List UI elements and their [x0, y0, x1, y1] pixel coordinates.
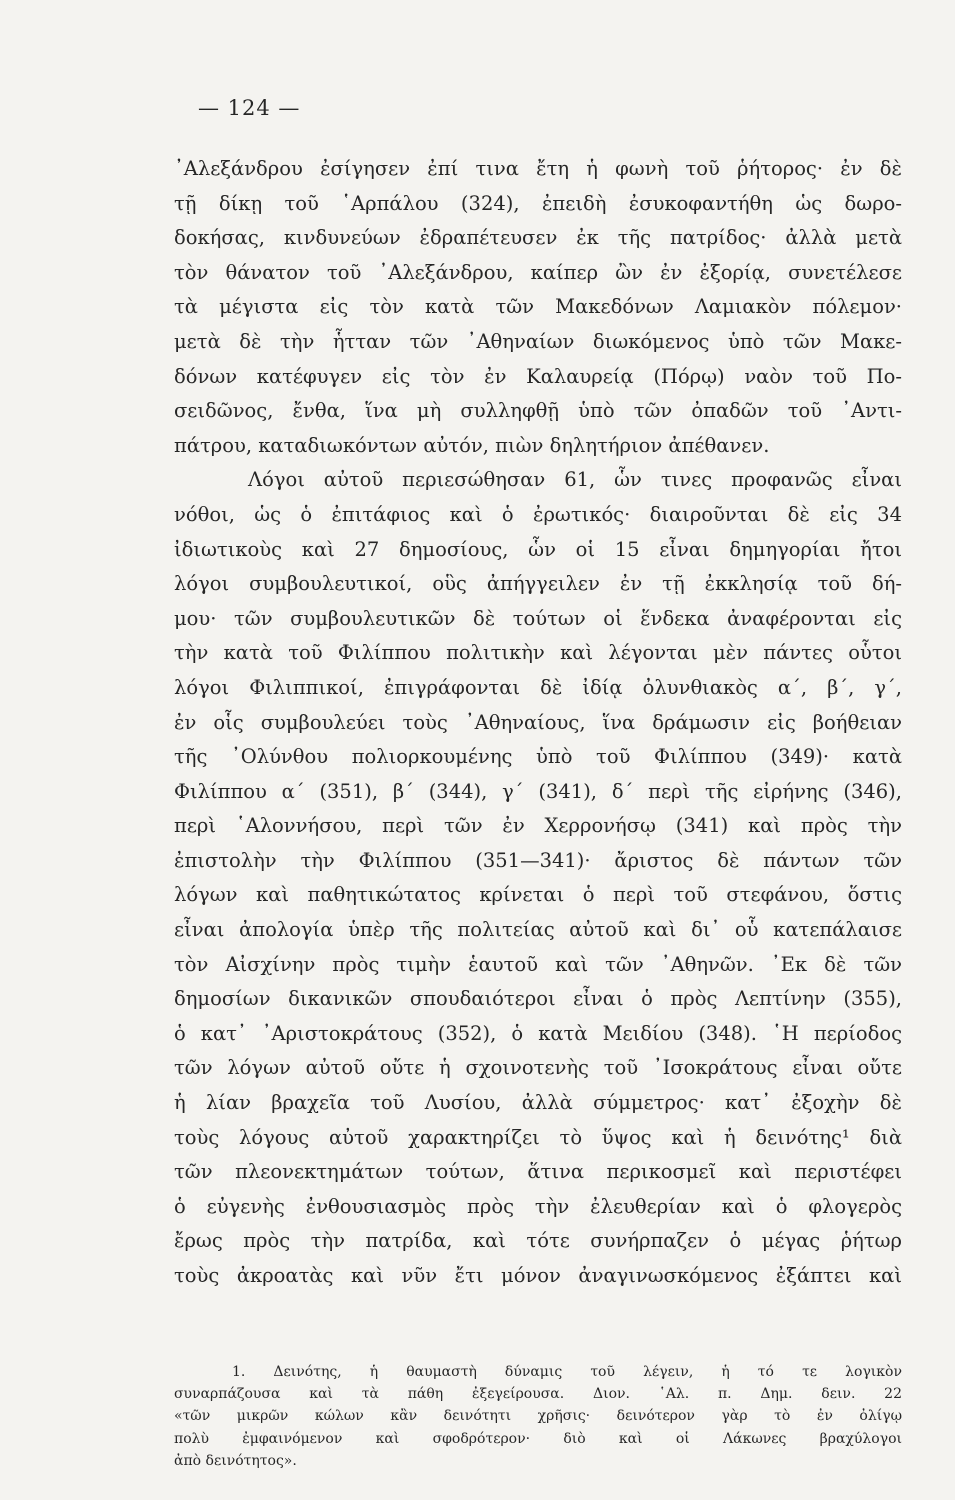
- text-line: τοὺς ἀκροατὰς καὶ νῦν ἔτι μόνον ἀναγινωσκόμενος ἐξάπτει καὶ: [174, 1264, 902, 1287]
- footnote-line: συναρπάζουσα καὶ τὰ πάθη ἐξεγείρουσα. Διον. ῾Αλ. π. Δημ. δειν. 22: [174, 1386, 902, 1403]
- footnotes: [174, 1361, 902, 1472]
- body-text: [174, 152, 902, 1294]
- text-line: τῶν πλεονεκτημάτων τούτων, ἅτινα περικοσμεῖ καὶ περιστέφει: [174, 1160, 902, 1184]
- text-line: ἔρως πρὸς τὴν πατρίδα, καὶ τότε συνήρπαζεν ὁ μέγας ῥήτωρ: [174, 1229, 902, 1253]
- text-line: ὁ κατ᾿ ᾿Αριστοκράτους (352), ὁ κατὰ Μειδίου (348). ῾Η περίοδος: [174, 1021, 902, 1045]
- text-line: ᾿Αλεξάνδρου ἐσίγησεν ἐπί τινα ἔτη ἡ φωνὴ τοῦ ῥήτορος· ἐν δὲ: [174, 157, 902, 180]
- text-line: τὸν Αἰσχίνην πρὸς τιμὴν ἑαυτοῦ καὶ τῶν ᾿Αθηνῶν. ᾿Εκ δὲ τῶν: [174, 952, 902, 976]
- text-line: ἰδιωτικοὺς καὶ 27 δημοσίους, ὧν οἱ 15 εἶναι δημηγορίαι ἤτοι: [174, 537, 902, 561]
- text-line: τὸν θάνατον τοῦ ᾿Αλεξάνδρου, καίπερ ὢν ἐν ἐξορίᾳ, συνετέλεσε: [174, 260, 902, 284]
- text-line: ἐπιστολὴν τὴν Φιλίππου (351—341)· ἄριστος δὲ πάντων τῶν: [174, 848, 902, 872]
- text-line: δημοσίων δικανικῶν σπουδαιότεροι εἶναι ὁ πρὸς Λεπτίνην (355),: [174, 987, 902, 1011]
- text-line: λόγων καὶ παθητικώτατος κρίνεται ὁ περὶ τοῦ στεφάνου, ὅστις: [174, 883, 902, 907]
- text-line: μετὰ δὲ τὴν ἧτταν τῶν ᾿Αθηναίων διωκόμενος ὑπὸ τῶν Μακε-: [174, 329, 902, 353]
- text-line: λόγοι Φιλιππικοί, ἐπιγράφονται δὲ ἰδίᾳ ὀλυνθιακὸς α΄, β΄, γ΄,: [174, 675, 902, 699]
- text-line: λόγοι συμβουλευτικοί, οὓς ἀπήγγειλεν ἐν τῇ ἐκκλησίᾳ τοῦ δή-: [174, 572, 902, 596]
- text-line: τῆς ᾿Ολύνθου πολιορκουμένης ὑπὸ τοῦ Φιλίππου (349)· κατὰ: [174, 745, 902, 769]
- text-line: δοκήσας, κινδυνεύων ἐδραπέτευσεν ἐκ τῆς πατρίδος· ἀλλὰ μετὰ: [174, 226, 902, 250]
- text-line: πάτρου, καταδιωκόντων αὐτόν, πιὼν δηλητήριον ἀπέθανεν.: [174, 433, 770, 457]
- text-line: τὰ μέγιστα εἰς τὸν κατὰ τῶν Μακεδόνων Λαμιακὸν πόλεμον·: [174, 295, 902, 319]
- page-number: — 124 —: [198, 96, 301, 120]
- text-line: Λόγοι αὐτοῦ περιεσώθησαν 61, ὧν τινες προφανῶς εἶναι: [248, 468, 902, 492]
- text-line: σειδῶνος, ἔνθα, ἵνα μὴ συλληφθῇ ὑπὸ τῶν ὀπαδῶν τοῦ ᾿Αντι-: [174, 399, 902, 423]
- text-line: περὶ ῾Αλοννήσου, περὶ τῶν ἐν Χερρονήσῳ (341) καὶ πρὸς τὴν: [174, 814, 902, 838]
- text-line: ὁ εὐγενὴς ἐνθουσιασμὸς πρὸς τὴν ἐλευθερίαν καὶ ὁ φλογερὸς: [174, 1194, 902, 1218]
- footnote-line: «τῶν μικρῶν κώλων κἂν δεινότητι χρῆσις· δεινότερον γὰρ τὸ ἐν ὀλίγῳ: [174, 1408, 902, 1425]
- footnote-line: ἀπὸ δεινότητος».: [174, 1452, 297, 1469]
- text-line: ἐν οἷς συμβουλεύει τοὺς ᾿Αθηναίους, ἵνα δράμωσιν εἰς βοήθειαν: [174, 710, 902, 734]
- text-line: εἶναι ἀπολογία ὑπὲρ τῆς πολιτείας αὐτοῦ καὶ δι᾿ οὗ κατεπάλαισε: [174, 918, 902, 942]
- text-line: τῇ δίκῃ τοῦ ῾Αρπάλου (324), ἐπειδὴ ἐσυκοφαντήθη ὡς δωρο-: [174, 191, 902, 215]
- text-line: Φιλίππου α΄ (351), β΄ (344), γ΄ (341), δ΄ περὶ τῆς εἰρήνης (346),: [174, 779, 902, 803]
- text-line: μου· τῶν συμβουλευτικῶν δὲ τούτων οἱ ἕνδεκα ἀναφέρονται εἰς: [174, 606, 902, 630]
- text-line: δόνων κατέφυγεν εἰς τὸν ἐν Καλαυρείᾳ (Πόρῳ) ναὸν τοῦ Πο-: [174, 364, 902, 388]
- text-line: ἡ λίαν βραχεῖα τοῦ Λυσίου, ἀλλὰ σύμμετρος· κατ᾿ ἐξοχὴν δὲ: [174, 1091, 902, 1115]
- footnote-line: πολὺ ἐμφαινόμενον καὶ σφοδρότερον· διὸ καὶ οἱ Λάκωνες βραχύλογοι: [174, 1430, 902, 1447]
- footnote-line: 1. Δεινότης, ἡ θαυμαστὴ δύναμις τοῦ λέγειν, ἡ τό τε λογικὸν: [232, 1364, 902, 1380]
- text-line: τὴν κατὰ τοῦ Φιλίππου πολιτικὴν καὶ λέγονται μὲν πάντες οὗτοι: [174, 641, 902, 665]
- text-line: τῶν λόγων αὐτοῦ οὔτε ἡ σχοινοτενὴς τοῦ ᾿Ισοκράτους εἶναι οὔτε: [174, 1056, 902, 1080]
- text-line: νόθοι, ὡς ὁ ἐπιτάφιος καὶ ὁ ἐρωτικός· διαιροῦνται δὲ εἰς 34: [174, 502, 902, 526]
- text-line: τοὺς λόγους αὐτοῦ χαρακτηρίζει τὸ ὕψος καὶ ἡ δεινότης¹ διὰ: [174, 1125, 902, 1149]
